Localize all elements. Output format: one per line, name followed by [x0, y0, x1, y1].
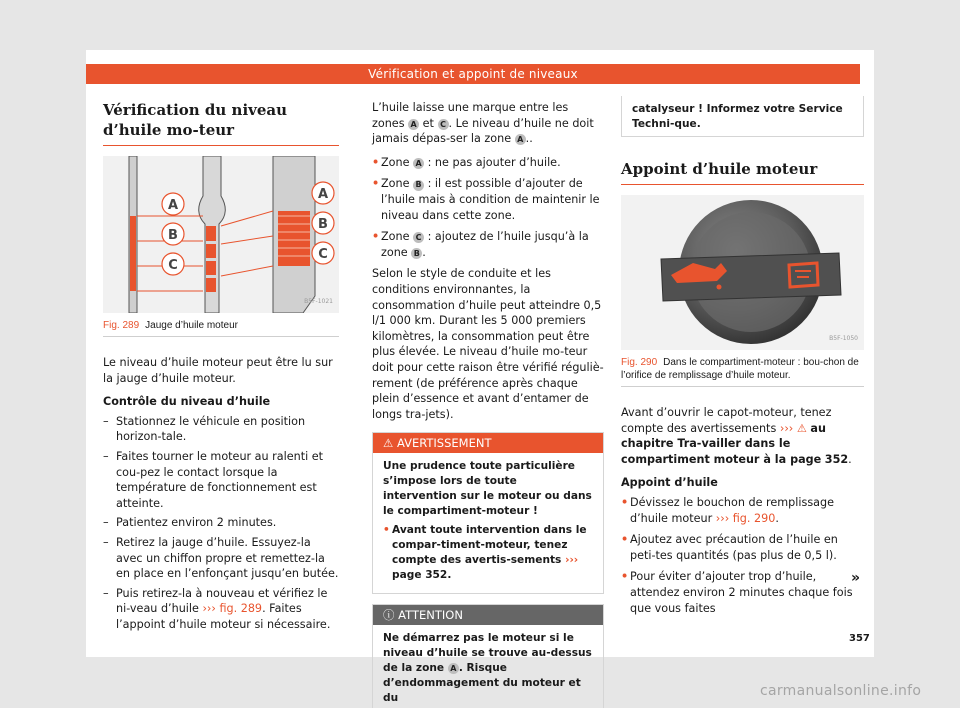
list-item: – Puis retirez-la à nouveau et vérifiez le ni-veau d’huile ››› fig. 289. Faites l’appoint d’huile moteur si nécessaire. [103, 586, 339, 633]
page-link[interactable]: page 352 [392, 569, 448, 582]
figure-link[interactable]: fig. 290 [732, 511, 776, 525]
label-a-right: A [317, 187, 329, 202]
zone-key: C [413, 232, 424, 243]
sub-heading: Contrôle du niveau d’huile [103, 395, 271, 409]
label-c-right: C [318, 247, 328, 262]
list-item: – Retirez la jauge d’huile. Essuyez-la avec un chiffon propre et remettez-la en place en l’enfonçant jusqu’en butée. [103, 535, 339, 582]
list-item: • Zone B : il est possible d’ajouter de l’huile mais à condition de maintenir le niveau dans cette zone. [372, 176, 604, 223]
column-1 [103, 100, 339, 637]
figure-number: Fig. 289 [103, 320, 140, 331]
zone-key: A [448, 663, 459, 674]
list-item: • Ajoutez avec précaution de l’huile en peti-tes quantités (pas plus de 0,5 l). [621, 532, 864, 563]
warning-triangle-icon: ⚠ [383, 436, 394, 451]
section-header: Vérification et appoint de niveaux [86, 64, 860, 84]
list-item: – Patientez environ 2 minutes. [103, 515, 339, 531]
dipstick-illustration [103, 156, 339, 313]
figure-number: Fig. 290 [621, 357, 658, 368]
label-c: C [168, 258, 178, 273]
zone-key: A [408, 119, 419, 130]
list-item: – Faites tourner le moteur au ralenti et cou-pez le contact lorsque la température de fonctionnement est atteinte. [103, 449, 339, 511]
figure-caption [103, 319, 339, 337]
zone-key: B [413, 180, 424, 191]
label-b-right: B [318, 217, 328, 232]
attention-header: ⓘ ATTENTION [373, 605, 603, 625]
list-item: – Stationnez le véhicule en position horizon-tale. [103, 414, 339, 445]
steps-list [103, 414, 339, 633]
section-heading: Appoint d’huile moteur [621, 159, 864, 185]
zone-key: B [411, 248, 422, 259]
section-heading: Vérification du niveau d’huile mo-teur [103, 100, 339, 146]
dipstick-figure [103, 156, 339, 313]
warning-triangle-icon: ⚠ [796, 421, 807, 435]
list-item: • Zone C : ajoutez de l’huile jusqu’à la zone B . [372, 229, 604, 260]
warning-header: ⚠ AVERTISSEMENT [373, 433, 603, 453]
zone-key: C [438, 119, 449, 130]
arrow-ref: ››› [715, 511, 730, 525]
page-number: 357 [849, 633, 870, 644]
attention-body: Ne démarrez pas le moteur si le niveau d’huile se trouve au-dessus de la zone A . Risque d’endommagement du moteur et du [383, 632, 592, 705]
list-item: • Avant toute intervention dans le compar-timent-moteur, tenez compte des avertis-sements ››› page 352. [383, 523, 593, 583]
consumption-paragraph: Selon le style de conduite et les conditions environnantes, la consommation d’huile peut atteindre 0,5 l/1 000 km. Durant les 5 000 premiers kilomètres, la consommation peut être plus élevée. Le niveau d’huile mo-teur doit pour cette raison être vérifié réguliè-rement (de préférence après chaque plein d’essence et avant d’entamer de longs tra-jets). [372, 267, 604, 421]
figure-code: B5F-1050 [829, 335, 858, 343]
attention-box-continued: catalyseur ! Informez votre Service Techni-que. [621, 96, 864, 137]
warning-box [372, 432, 604, 594]
label-a: A [167, 198, 179, 213]
figure-caption [621, 356, 864, 387]
figure-caption-text: Jauge d’huile moteur [145, 320, 238, 331]
column-3 [621, 100, 864, 622]
list-item: • Zone A : ne pas ajouter d’huile. [372, 155, 604, 171]
arrow-ref: ››› [202, 602, 216, 616]
attention-box [372, 604, 604, 708]
figure-caption-text: Dans le compartiment-moteur : bou-chon de l’orifice de remplissage d’huile moteur. [621, 357, 859, 381]
list-item: • Dévissez le bouchon de remplissage d’huile moteur ››› fig. 290. [621, 495, 864, 526]
list-item: • Pour éviter d’ajouter trop d’huile, attendez environ 2 minutes chaque fois que vous faites [621, 569, 864, 616]
warning-reference-paragraph: Avant d’ouvrir le capot-moteur, tenez compte des avertissements ››› ⚠ au chapitre Tra-vailler dans le compartiment moteur à la page 352. [621, 406, 852, 466]
page-link[interactable]: 352 [824, 452, 849, 466]
intro-text: Le niveau d’huile moteur peut être lu sur la jauge d’huile moteur. [103, 356, 333, 385]
warning-body: Une prudence toute particulière s’impose lors de toute intervention sur le moteur ou dans le compartiment-moteur ! • Avant toute intervention dans le compar-timent-moteur, tenez compte des avertis-sements ››› page 352. [373, 453, 603, 593]
column-2 [372, 100, 604, 708]
watermark: carmanualsonline.info [760, 683, 922, 699]
arrow-ref: ››› [779, 421, 794, 435]
sub-heading: Appoint d’huile [621, 476, 718, 490]
continue-mark: » [851, 570, 861, 586]
figure-link[interactable]: fig. 289 [219, 602, 263, 616]
figure-code: B5F-1021 [304, 298, 333, 306]
zone-key: A [413, 158, 424, 169]
arrow-ref: ››› [565, 554, 579, 567]
zone-key: A [515, 134, 526, 145]
label-b: B [168, 228, 178, 243]
info-circle-icon: ⓘ [383, 608, 395, 623]
oil-cap-illustration [621, 195, 864, 350]
oil-cap-figure [621, 195, 864, 350]
zones-paragraph: L’huile laisse une marque entre les zones A et C . Le niveau d’huile ne doit jamais dépas-ser la zone A .. [372, 101, 594, 146]
